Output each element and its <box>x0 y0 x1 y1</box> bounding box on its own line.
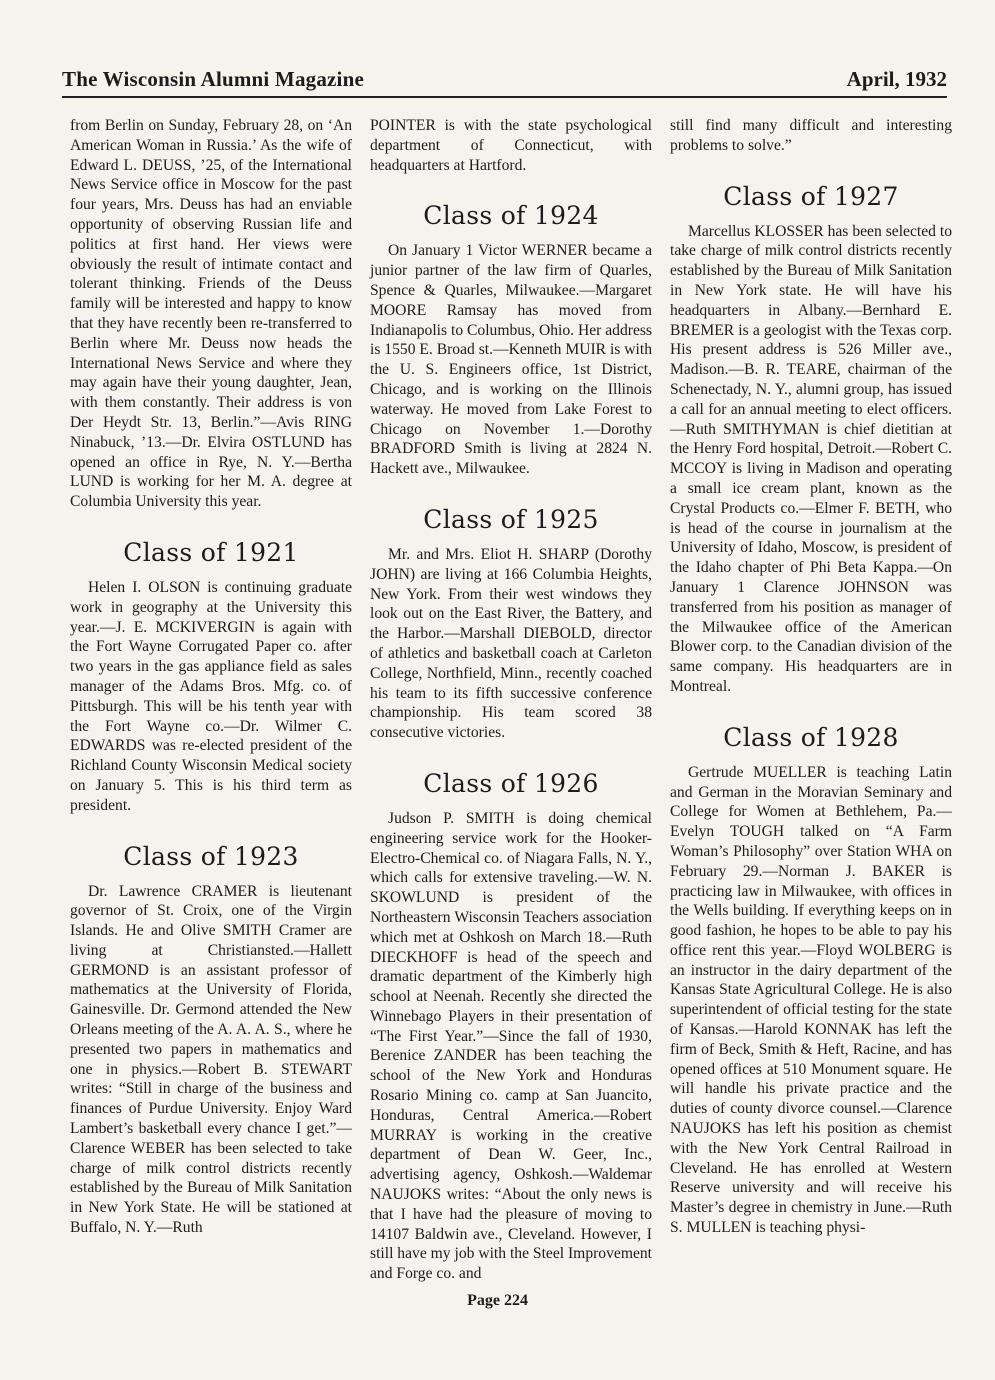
column-2 <box>370 116 652 1284</box>
article-paragraph: Mr. and Mrs. Eliot H. SHARP (Dorothy JOHN) are living at 166 Columbia Heights, New York. From their west windows they look out on the East River, the Battery, and the Harbor.—Marshall DIEBOLD, director of athletics and basketball coach at Carleton College, Northfield, Minn., recently coached his team to its fifth successive conference championship. His team scored 38 consecutive victories. <box>370 545 652 742</box>
article-paragraph: Dr. Lawrence CRAMER is lieutenant governor of St. Croix, one of the Virgin Islands. He and Olive SMITH Cramer are living at Christiansted.—Hallett GERMOND is an assistant professor of mathematics at the University of Florida, Gainesville. Dr. Germond attended the New Orleans meeting of the A. A. A. S., where he presented two papers in mathematics and one in physics.—Robert B. STEWART writes: “Still in charge of the business and finances of Purdue University. Enjoy Ward Lambert’s basketball every chance I get.”—Clarence WEBER has been selected to take charge of milk control districts recently established by the Bureau of Milk Sanitation in New York State. He will be stationed at Buffalo, N. Y.—Ruth <box>70 882 352 1237</box>
class-heading: Class of 1928 <box>723 722 899 752</box>
page-header <box>62 66 947 98</box>
article-paragraph: from Berlin on Sunday, February 28, on ‘An American Woman in Russia.’ As the wife of Edward L. DEUSS, ’25, of the International News Service office in Moscow for the past four years, Mrs. Deuss has had an enviable opportunity of observing Russian life and politics at first hand. Her views were obviously the result of intimate contact and tolerant thinking. Friends of the Deuss family will be interested and happy to know that they have recently been re-transferred to Berlin where Mr. Deuss now heads the International News Service and where they may again have their young daughter, Jean, with them constantly. Their address is von Der Heydt Str. 13, Berlin.”—Avis RING Ninabuck, ’13.—Dr. Elvira OSTLUND has opened an office in Rye, N. Y.—Bertha LUND is working for her M. A. degree at Columbia University this year. <box>70 117 352 511</box>
class-heading: Class of 1921 <box>123 537 299 567</box>
magazine-title: The Wisconsin Alumni Magazine <box>62 67 364 91</box>
column-3 <box>670 116 952 1238</box>
class-heading: Class of 1927 <box>723 181 899 211</box>
article-paragraph: still find many difficult and interesting problems to solve.” <box>670 117 952 154</box>
article-paragraph: Gertrude MUELLER is teaching Latin and German in the Moravian Seminary and College for Women at Bethlehem, Pa.—Evelyn TOUGH talked on “A Farm Woman’s Philosophy” over Station WHA on February 29.—Norman J. BAKER is practicing law in Milwaukee, with offices in the Wells building. If everything keeps on in good fashion, he hopes to be able to pay his office rent this year.—Floyd WOLBERG is an instructor in the dairy department of the Kansas State Agricultural College. He is also superintendent of official testing for the state of Kansas.—Harold KONNAK has left the firm of Beck, Smith & Heft, Racine, and has opened offices at 510 Monument square. He will handle his private practice and the duties of county divorce counsel.—Clarence NAUJOKS has left his position as chemist with the New York Central Railroad in Cleveland. He has enrolled at Western Reserve university and will receive his Master’s degree in chemistry in June.—Ruth S. MULLEN is teaching physi- <box>670 763 952 1237</box>
article-paragraph: Helen I. OLSON is continuing graduate work in geography at the University this year.—J. E. MCKIVERGIN is again with the Fort Wayne Corrugated Paper co. after two years in the gas appliance field as sales manager of the Adams Bros. Mfg. co. of Pittsburgh. This will be his tenth year with the Fort Wayne co.—Dr. Wilmer C. EDWARDS was re-elected president of the Richland County Wisconsin Medical society on January 5. This is his third term as president. <box>70 578 352 814</box>
column-1 <box>70 116 352 1238</box>
issue-date: April, 1932 <box>846 67 947 91</box>
class-heading: Class of 1923 <box>123 841 299 871</box>
class-heading: Class of 1926 <box>423 768 599 798</box>
class-heading: Class of 1924 <box>423 201 599 231</box>
article-paragraph: POINTER is with the state psychological department of Connecticut, with headquarters at Hartford. <box>370 117 652 174</box>
article-paragraph: Marcellus KLOSSER has been selected to take charge of milk control districts recently established by the Bureau of Milk Sanitation in New York state. He will have his headquarters in Albany.—Bernhard E. BREMER is a geologist with the Texas corp. His present address is 526 Miller ave., Madison.—B. R. TEARE, chairman of the Schenectady, N. Y., alumni group, has issued a call for an annual meeting to elect officers.—Ruth SMITHYMAN is chief dietitian at the Henry Ford hospital, Detroit.—Robert C. MCCOY is living in Madison and operating a small ice cream plant, known as the Crystal Products co.—Elmer F. BETH, who is head of the course in journalism at the University of Idaho, Moscow, is president of the Idaho chapter of Phi Beta Kappa.—On January 1 Clarence JOHNSON was transferred from his position as manager of the Milwaukee office of the American Blower corp. to the Canadian division of the same company. His headquarters are in Montreal. <box>670 222 952 695</box>
page-number: Page 224 <box>467 1292 528 1309</box>
class-heading: Class of 1925 <box>423 504 599 534</box>
article-paragraph: On January 1 Victor WERNER became a junior partner of the law firm of Quarles, Spence & Quarles, Milwaukee.—Margaret MOORE Ramsay has moved from Indianapolis to Columbus, Ohio. Her address is 1550 E. Broad st.—Kenneth MUIR is with the U. S. Engineers office, 1st District, Chicago, and is working on the Illinois waterway. He moved from Lake Forest to Chicago on November 1.—Dorothy BRADFORD Smith is living at 2824 N. Hackett ave., Milwaukee. <box>370 242 652 478</box>
article-paragraph: Judson P. SMITH is doing chemical engineering service work for the Hooker-Electro-Chemical co. of Niagara Falls, N. Y., which calls for extensive traveling.—W. N. SKOWLUND is president of the Northeastern Wisconsin Teachers association which met at Oshkosh on March 18.—Ruth DIECKHOFF is head of the speech and dramatic department of the Kimberly high school at Neenah. Recently she directed the Winnebago Players in their presentation of “The First Year.”—Since the fall of 1930, Berenice ZANDER has been teaching the school of the New York and Honduras Rosario Mining co. camp at San Juancito, Honduras, Central America.—Robert MURRAY is working in the creative department of Dean W. Geer, Inc., advertising agency, Oshkosh.—Waldemar NAUJOKS writes: “About the only news is that I have had the pleasure of moving to 14107 Baldwin ave., Cleveland. However, I still have my job with the Steel Improvement and Forge co. and <box>370 809 652 1283</box>
